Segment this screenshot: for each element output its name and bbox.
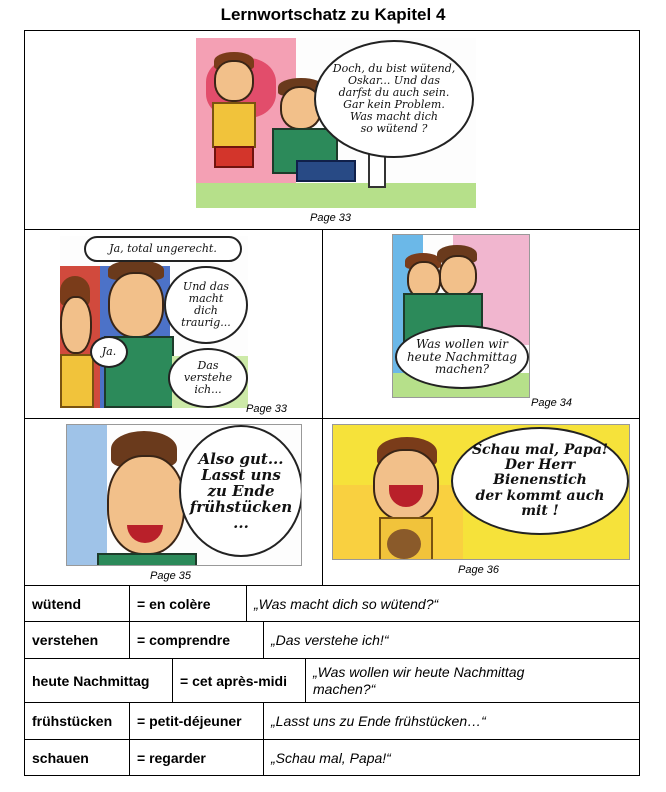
grass [196, 183, 476, 208]
page-caption: Page 33 [310, 212, 351, 224]
vocab-row-schauen [24, 739, 640, 776]
vocab-row-heute-nachmittag [24, 658, 640, 703]
vocab-row-wuetend [24, 585, 640, 622]
comic-panel-3 [392, 234, 530, 398]
comic-panel-2 [60, 236, 248, 408]
vocab-example: „Was wollen wir heute Nachmittag machen?“ [313, 663, 525, 697]
dad-shirt [97, 553, 197, 566]
oskar-face [60, 296, 92, 354]
page-caption: Page 36 [458, 564, 499, 576]
oskar-shorts [214, 146, 254, 168]
speech-bubble: Doch, du bist wütend, Oskar... Und das darfst du auch sein. Gar kein Problem. Was macht dich so wütend ? [314, 40, 474, 158]
vocab-row-verstehen [24, 621, 640, 659]
vocab-translation: = en colère [137, 595, 211, 612]
speech-bubble: Also gut... Lasst uns zu Ende frühstücken ... [179, 425, 302, 557]
speech-bubble: Was wollen wir heute Nachmittag machen? [395, 325, 529, 389]
oskar-shirt [60, 354, 94, 408]
speech-bubble: Das verstehe ich... [168, 348, 248, 408]
page-caption: Page 35 [150, 570, 191, 582]
vocab-example: „Das verstehe ich!“ [271, 632, 389, 648]
comic-panel-1 [196, 38, 476, 208]
teddy-bear [387, 529, 421, 559]
vocab-word: schauen [32, 749, 89, 766]
speech-bubble: Ja, total ungerecht. [84, 236, 242, 262]
page-title: Lernwortschatz zu Kapitel 4 [220, 5, 446, 24]
vocab-translation: = comprendre [137, 632, 230, 648]
dad-face [108, 272, 164, 338]
vocab-example: „Was macht dich so wütend?“ [254, 595, 439, 612]
oskar-face [214, 60, 254, 102]
vocab-example: „Lasst uns zu Ende frühstücken…“ [271, 713, 486, 729]
speech-bubble: Und das macht dich traurig... [164, 266, 248, 344]
oskar-shirt [212, 102, 256, 148]
speech-bubble: Schau mal, Papa! Der Herr Bienenstich der kommt auch mit ! [451, 427, 629, 535]
speech-bubble: Ja. [90, 336, 128, 368]
comic-panel-4 [66, 424, 302, 566]
page-caption: Page 34 [531, 397, 572, 409]
vocab-word: heute Nachmittag [32, 672, 150, 689]
vocab-row-fruehstuecken [24, 702, 640, 740]
vocab-word: frühstücken [32, 713, 113, 729]
page-caption: Page 33 [246, 403, 287, 415]
vocab-word: wütend [32, 595, 81, 612]
dad-pants [296, 160, 356, 182]
vocab-word: verstehen [32, 632, 99, 648]
dad-face [439, 255, 477, 297]
comic-panel-5 [332, 424, 630, 560]
vocab-translation: = petit-déjeuner [137, 713, 242, 729]
blue-background [67, 425, 107, 566]
vocab-example: „Schau mal, Papa!“ [271, 749, 391, 766]
vocab-translation: = cet après-midi [180, 672, 287, 689]
vocab-translation: = regarder [137, 749, 206, 766]
